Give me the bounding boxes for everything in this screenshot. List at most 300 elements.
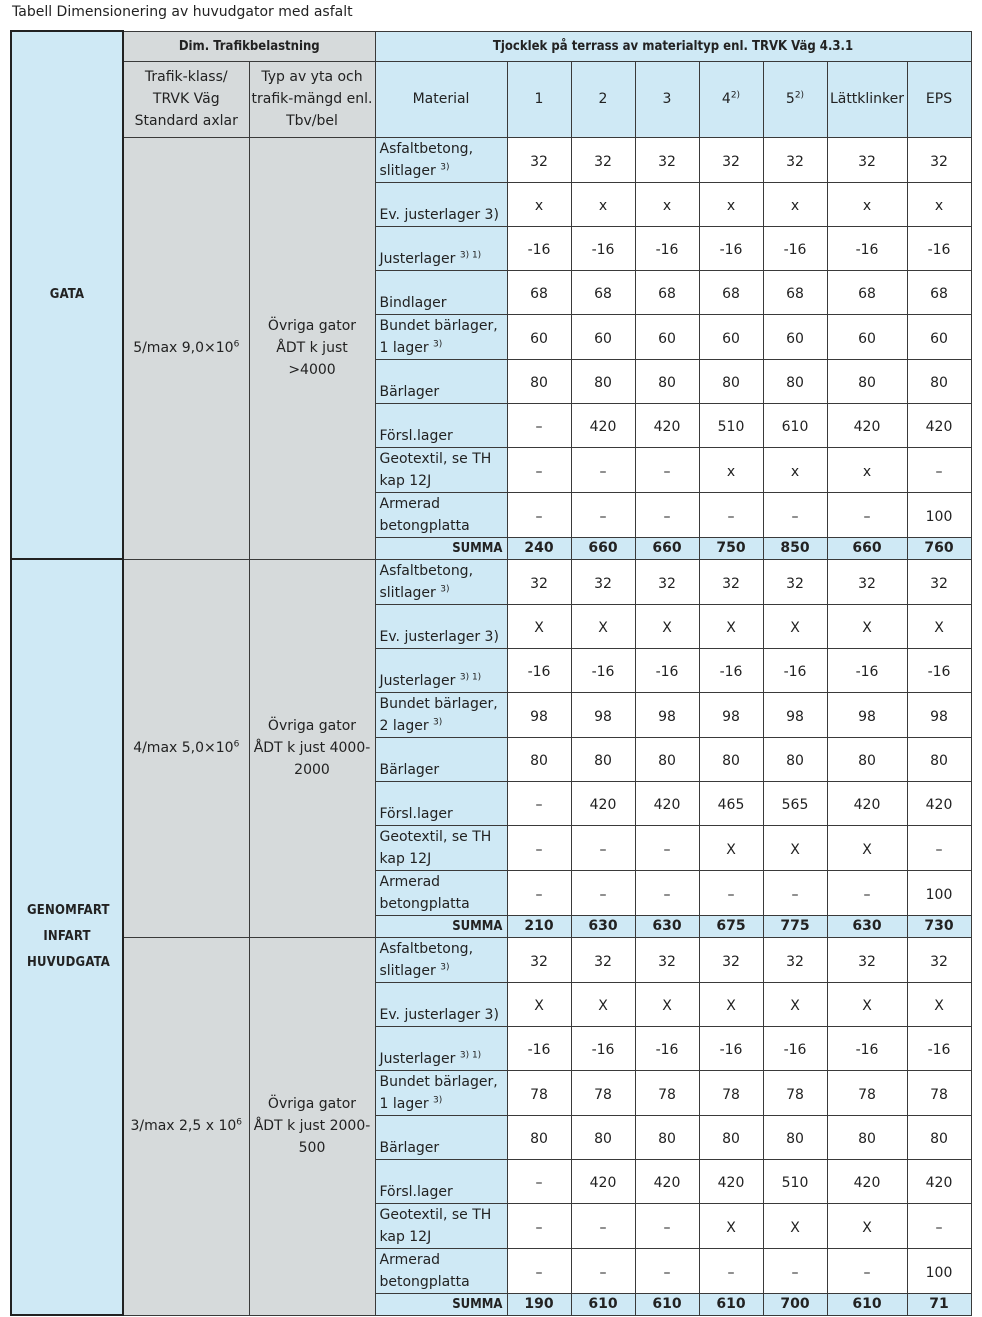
value: X — [862, 841, 872, 858]
value: X — [862, 1219, 872, 1236]
value-cell — [827, 781, 907, 825]
value: 32 — [858, 575, 876, 592]
value-cell — [763, 870, 827, 915]
material-label: Försl.lager — [379, 1183, 453, 1200]
value: X — [726, 620, 736, 636]
value-cell — [507, 648, 571, 692]
summa-label: SUMMA — [452, 1296, 503, 1312]
value-cell — [635, 1248, 699, 1293]
trafikklass-cell — [123, 937, 249, 1315]
value-cell — [907, 692, 971, 737]
value: – — [599, 841, 607, 858]
value: X — [790, 1219, 800, 1236]
value: 465 — [717, 797, 745, 813]
value: 68 — [786, 286, 804, 302]
value: -16 — [719, 242, 743, 258]
material-label: Bärlager — [379, 1139, 440, 1156]
value-cell — [699, 226, 763, 270]
summa-value-cell — [907, 1293, 971, 1315]
value: 420 — [653, 1175, 681, 1191]
value: – — [863, 1264, 871, 1281]
value: 420 — [925, 1175, 953, 1191]
value: X — [862, 620, 872, 636]
value: -16 — [927, 664, 951, 680]
value: – — [935, 463, 943, 480]
value-cell — [699, 781, 763, 825]
value-cell — [827, 937, 907, 982]
category-genomfart-cell — [11, 559, 123, 1315]
summa-value: 630 — [588, 918, 618, 934]
value: 420 — [925, 797, 953, 813]
value: 80 — [658, 375, 676, 391]
value-cell — [571, 137, 635, 182]
value-cell — [827, 1026, 907, 1070]
value-cell — [699, 447, 763, 492]
value: – — [791, 886, 799, 903]
value-cell — [507, 1159, 571, 1203]
value: x — [790, 198, 800, 214]
value-cell — [635, 1115, 699, 1159]
value: 32 — [658, 953, 676, 970]
typ-av-yta-value: Övriga gator ÅDT k just 2000-500 — [253, 1096, 371, 1156]
value-cell — [907, 270, 971, 314]
material-label-cell — [375, 137, 507, 182]
value: 80 — [530, 1131, 548, 1147]
value-cell — [763, 781, 827, 825]
value: – — [663, 508, 671, 525]
summa-value-cell — [827, 1293, 907, 1315]
value: 80 — [930, 1131, 948, 1147]
value: 80 — [858, 1131, 876, 1147]
value-cell — [907, 1248, 971, 1293]
col-header-5 — [827, 61, 907, 137]
value-cell — [507, 982, 571, 1026]
typ-av-yta-cell — [249, 137, 375, 559]
value: -16 — [855, 1042, 879, 1058]
value: 68 — [530, 286, 548, 302]
value: x — [662, 198, 672, 214]
col-header-sup: 2) — [730, 90, 741, 101]
value: X — [790, 841, 800, 858]
value: -16 — [655, 664, 679, 680]
value-cell — [907, 1159, 971, 1203]
col-header-4 — [763, 61, 827, 137]
value-cell — [635, 137, 699, 182]
value: 420 — [653, 797, 681, 813]
value-cell — [907, 182, 971, 226]
value-cell — [571, 359, 635, 403]
value-cell — [699, 1070, 763, 1115]
value: -16 — [855, 664, 879, 680]
summa-value: 660 — [852, 540, 882, 556]
col-header-label: 3 — [662, 91, 672, 107]
summa-value-cell — [699, 915, 763, 937]
value: – — [663, 1264, 671, 1281]
summa-value-cell — [827, 915, 907, 937]
value-cell — [635, 648, 699, 692]
value: 78 — [530, 1086, 548, 1103]
value: 610 — [781, 419, 809, 435]
value: 98 — [930, 708, 948, 725]
value-cell — [635, 270, 699, 314]
value-cell — [635, 403, 699, 447]
value: – — [535, 508, 543, 525]
value: 420 — [853, 1175, 881, 1191]
material-label-cell — [375, 1115, 507, 1159]
value: 32 — [722, 953, 740, 970]
category-genomfart-label: GENOMFART INFART HUVUDGATA — [27, 903, 111, 970]
value: X — [534, 620, 544, 636]
value-cell — [907, 870, 971, 915]
summa-value: 675 — [716, 918, 746, 934]
value: – — [863, 886, 871, 903]
value-cell — [507, 937, 571, 982]
value-cell — [827, 870, 907, 915]
summa-value-cell — [907, 915, 971, 937]
value: x — [934, 198, 944, 214]
col-header-1 — [571, 61, 635, 137]
material-label: Justerlager — [379, 1050, 456, 1067]
value-cell — [635, 937, 699, 982]
value-cell — [827, 1159, 907, 1203]
material-label: Bundet bärlager, 2 lager — [379, 695, 498, 734]
value-cell — [507, 1203, 571, 1248]
col-header-6 — [907, 61, 971, 137]
trafikklass-exponent: 6 — [233, 739, 240, 750]
value: 98 — [530, 708, 548, 725]
value: 60 — [594, 330, 612, 347]
value: – — [599, 1264, 607, 1281]
value-cell — [827, 982, 907, 1026]
material-label: Asfaltbetong, slitlager — [379, 940, 474, 979]
trafikklass-exponent: 6 — [233, 339, 240, 350]
value-cell — [571, 182, 635, 226]
value: – — [535, 1219, 543, 1236]
value-cell — [507, 1026, 571, 1070]
value-cell — [507, 825, 571, 870]
value-cell — [763, 492, 827, 537]
value-cell — [763, 226, 827, 270]
material-label-cell — [375, 982, 507, 1026]
value: – — [727, 886, 735, 903]
value: 78 — [930, 1086, 948, 1103]
value-cell — [699, 692, 763, 737]
value: -16 — [591, 664, 615, 680]
col-header-sup: 2) — [794, 90, 805, 101]
value: 68 — [722, 286, 740, 302]
value: -16 — [855, 242, 879, 258]
value-cell — [571, 825, 635, 870]
value-cell — [763, 737, 827, 781]
value: 80 — [530, 753, 548, 769]
value-cell — [507, 559, 571, 604]
material-label: Försl.lager — [379, 427, 453, 444]
col-header-3 — [699, 61, 763, 137]
value-cell — [635, 1070, 699, 1115]
material-label-cell — [375, 559, 507, 604]
value-cell — [507, 870, 571, 915]
value-cell — [635, 982, 699, 1026]
value-cell — [763, 648, 827, 692]
trafikklass-exponent: 6 — [236, 1117, 243, 1128]
material-label-cell — [375, 737, 507, 781]
value: 80 — [786, 1131, 804, 1147]
value: 32 — [594, 575, 612, 592]
value-cell — [571, 1159, 635, 1203]
col-header-material-label: Material — [412, 91, 470, 107]
typ-av-yta-cell — [249, 937, 375, 1315]
value-cell — [763, 604, 827, 648]
value: 78 — [658, 1086, 676, 1103]
value-cell — [635, 226, 699, 270]
value-cell — [907, 1070, 971, 1115]
value: – — [791, 1264, 799, 1281]
summa-value: 760 — [924, 540, 954, 556]
summa-label-cell — [375, 1293, 507, 1315]
value: 80 — [594, 753, 612, 769]
value: -16 — [927, 1042, 951, 1058]
value-cell — [635, 182, 699, 226]
value-cell — [571, 270, 635, 314]
material-label-cell — [375, 270, 507, 314]
value: – — [727, 1264, 735, 1281]
summa-value: 610 — [716, 1296, 746, 1312]
value: X — [862, 998, 872, 1014]
material-footnote: 3) — [440, 961, 450, 972]
summa-value: 660 — [652, 540, 682, 556]
value: -16 — [719, 1042, 743, 1058]
value: 60 — [530, 330, 548, 347]
summa-value: 850 — [780, 540, 810, 556]
summa-value: 610 — [852, 1296, 882, 1312]
value-cell — [699, 982, 763, 1026]
value: X — [934, 620, 944, 636]
value-cell — [763, 1115, 827, 1159]
value-cell — [507, 692, 571, 737]
material-label: Armerad betongplatta — [379, 1251, 470, 1290]
value-cell — [907, 604, 971, 648]
value-cell — [571, 982, 635, 1026]
value: – — [599, 463, 607, 480]
summa-value-cell — [571, 915, 635, 937]
material-footnote: 3) 1) — [459, 249, 482, 260]
value-cell — [763, 937, 827, 982]
summa-value-cell — [827, 537, 907, 559]
value-cell — [699, 359, 763, 403]
value: 420 — [589, 797, 617, 813]
value-cell — [635, 447, 699, 492]
value: 80 — [858, 753, 876, 769]
value-cell — [699, 1115, 763, 1159]
value: X — [534, 998, 544, 1014]
value-cell — [635, 1159, 699, 1203]
col-header-0 — [507, 61, 571, 137]
material-label: Asfaltbetong, slitlager — [379, 140, 474, 179]
value: 80 — [930, 375, 948, 391]
value-cell — [507, 1115, 571, 1159]
material-label: Armerad betongplatta — [379, 495, 470, 534]
summa-value-cell — [635, 915, 699, 937]
value-cell — [907, 982, 971, 1026]
value-cell — [507, 314, 571, 359]
value: 32 — [594, 953, 612, 970]
value: 420 — [589, 1175, 617, 1191]
value: X — [662, 998, 672, 1014]
value-cell — [827, 270, 907, 314]
value-cell — [699, 1159, 763, 1203]
value: 98 — [858, 708, 876, 725]
value-cell — [571, 648, 635, 692]
summa-label: SUMMA — [452, 918, 503, 934]
value: – — [535, 797, 543, 813]
trafikklass-cell — [123, 137, 249, 559]
value: 60 — [722, 330, 740, 347]
value: X — [790, 620, 800, 636]
value-cell — [827, 403, 907, 447]
value-cell — [507, 447, 571, 492]
value-cell — [827, 825, 907, 870]
value-cell — [635, 870, 699, 915]
value-cell — [635, 1026, 699, 1070]
summa-value-cell — [907, 537, 971, 559]
value-cell — [827, 692, 907, 737]
value: 60 — [930, 330, 948, 347]
value: 32 — [786, 953, 804, 970]
value-cell — [907, 559, 971, 604]
value-cell — [635, 604, 699, 648]
value-cell — [571, 737, 635, 781]
value: 80 — [930, 753, 948, 769]
value-cell — [571, 692, 635, 737]
material-label: Asfaltbetong, slitlager — [379, 562, 474, 601]
material-label: Armerad betongplatta — [379, 873, 470, 912]
value-cell — [507, 226, 571, 270]
value-cell — [635, 825, 699, 870]
value: 98 — [722, 708, 740, 725]
material-label-cell — [375, 937, 507, 982]
value-cell — [699, 870, 763, 915]
value-cell — [907, 1026, 971, 1070]
value: 80 — [530, 375, 548, 391]
value-cell — [571, 1115, 635, 1159]
summa-value: 700 — [780, 1296, 810, 1312]
value-cell — [507, 137, 571, 182]
summa-value-cell — [763, 537, 827, 559]
trafikklass-value: 4/max 5,0×10 — [133, 740, 234, 756]
value-cell — [907, 1115, 971, 1159]
group-header-trafikbelastning — [123, 31, 375, 61]
value: – — [599, 508, 607, 525]
value: 32 — [930, 953, 948, 970]
material-footnote: 3) — [440, 161, 450, 172]
value-cell — [507, 359, 571, 403]
value-cell — [699, 937, 763, 982]
value-cell — [763, 314, 827, 359]
col-header-2 — [635, 61, 699, 137]
trafikklass-value: 5/max 9,0×10 — [133, 340, 234, 356]
value-cell — [827, 314, 907, 359]
value: – — [727, 508, 735, 525]
value-cell — [507, 604, 571, 648]
value-cell — [507, 492, 571, 537]
value-cell — [763, 1203, 827, 1248]
value-cell — [635, 492, 699, 537]
col-header-typ-av-yta-label: Typ av yta och trafik-mängd enl. Tbv/bel — [251, 69, 373, 129]
value-cell — [763, 1159, 827, 1203]
value-cell — [763, 403, 827, 447]
value-cell — [699, 648, 763, 692]
value-cell — [507, 270, 571, 314]
value: 32 — [658, 153, 676, 170]
category-gata-cell — [11, 31, 123, 559]
value-cell — [699, 270, 763, 314]
value-cell — [507, 403, 571, 447]
col-header-trafikklass — [123, 61, 249, 137]
value-cell — [763, 559, 827, 604]
value-cell — [763, 1070, 827, 1115]
value-cell — [699, 737, 763, 781]
value: 80 — [722, 1131, 740, 1147]
value-cell — [763, 1026, 827, 1070]
value: – — [663, 841, 671, 858]
material-label-cell — [375, 226, 507, 270]
value-cell — [827, 1248, 907, 1293]
value-cell — [763, 982, 827, 1026]
value-cell — [827, 604, 907, 648]
value: 80 — [722, 375, 740, 391]
material-label: Geotextil, se TH kap 12J — [379, 1206, 492, 1245]
value: x — [726, 463, 736, 480]
value: – — [663, 1219, 671, 1236]
value-cell — [763, 692, 827, 737]
value-cell — [907, 137, 971, 182]
value-cell — [827, 648, 907, 692]
value-cell — [571, 870, 635, 915]
value-cell — [571, 314, 635, 359]
typ-av-yta-value: Övriga gator ÅDT k just >4000 — [267, 318, 357, 378]
value: x — [862, 463, 872, 480]
value: – — [599, 1219, 607, 1236]
summa-value-cell — [507, 1293, 571, 1315]
material-label: Justerlager — [379, 250, 456, 267]
value-cell — [763, 182, 827, 226]
value-cell — [907, 648, 971, 692]
value: X — [726, 1219, 736, 1236]
value-cell — [907, 492, 971, 537]
value: -16 — [527, 242, 551, 258]
value-cell — [763, 825, 827, 870]
value-cell — [635, 692, 699, 737]
summa-value-cell — [507, 915, 571, 937]
value: -16 — [783, 242, 807, 258]
value: 78 — [858, 1086, 876, 1103]
trafikklass-cell — [123, 559, 249, 937]
value-cell — [507, 737, 571, 781]
value: 68 — [658, 286, 676, 302]
value-cell — [763, 270, 827, 314]
value: X — [726, 841, 736, 858]
value-cell — [827, 559, 907, 604]
value: – — [935, 841, 943, 858]
value: 420 — [589, 419, 617, 435]
material-footnote: 3) — [433, 716, 443, 727]
value-cell — [907, 737, 971, 781]
value-cell — [507, 1248, 571, 1293]
value: x — [790, 463, 800, 480]
value-cell — [907, 447, 971, 492]
table-caption: Tabell Dimensionering av huvudgator med asfalt — [12, 4, 353, 20]
summa-value: 775 — [780, 918, 810, 934]
